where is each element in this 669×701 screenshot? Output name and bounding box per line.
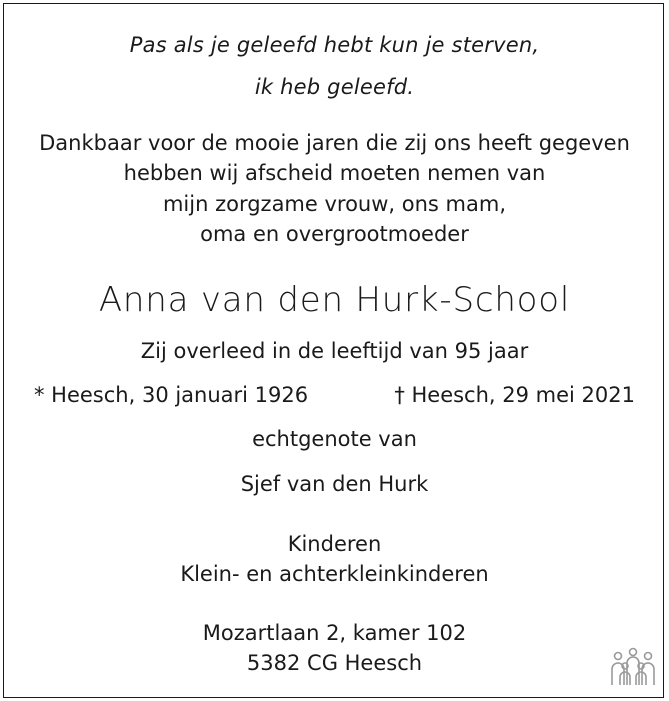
intro-line-3: mijn zorgzame vrouw, ons mam, — [162, 192, 507, 216]
age-line: Zij overleed in de leeftijd van 95 jaar — [140, 339, 529, 363]
birth-date: * Heesch, 30 januari 1926 — [34, 383, 309, 407]
address-line-1: Mozartlaan 2, kamer 102 — [202, 621, 467, 645]
spouse-name: Sjef van den Hurk — [240, 472, 429, 496]
quote-line-1: Pas als je geleefd hebt kun je sterven, — [129, 33, 540, 57]
family-line-1: Kinderen — [287, 532, 382, 556]
intro-line-4: oma en overgrootmoeder — [200, 222, 469, 246]
family-line-2: Klein- en achterkleinkinderen — [180, 562, 489, 586]
death-date: † Heesch, 29 mei 2021 — [394, 383, 635, 407]
intro-line-1: Dankbaar voor de mooie jaren die zij ons heeft gegeven — [39, 131, 630, 155]
address-line-2: 5382 CG Heesch — [246, 651, 423, 675]
family-people-icon — [609, 647, 657, 687]
spouse-label: echtgenote van — [252, 427, 417, 451]
deceased-name: Anna van den Hurk-School — [98, 280, 571, 320]
quote-line-2: ik heb geleefd. — [254, 75, 415, 99]
intro-line-2: hebben wij afscheid moeten nemen van — [123, 161, 546, 185]
